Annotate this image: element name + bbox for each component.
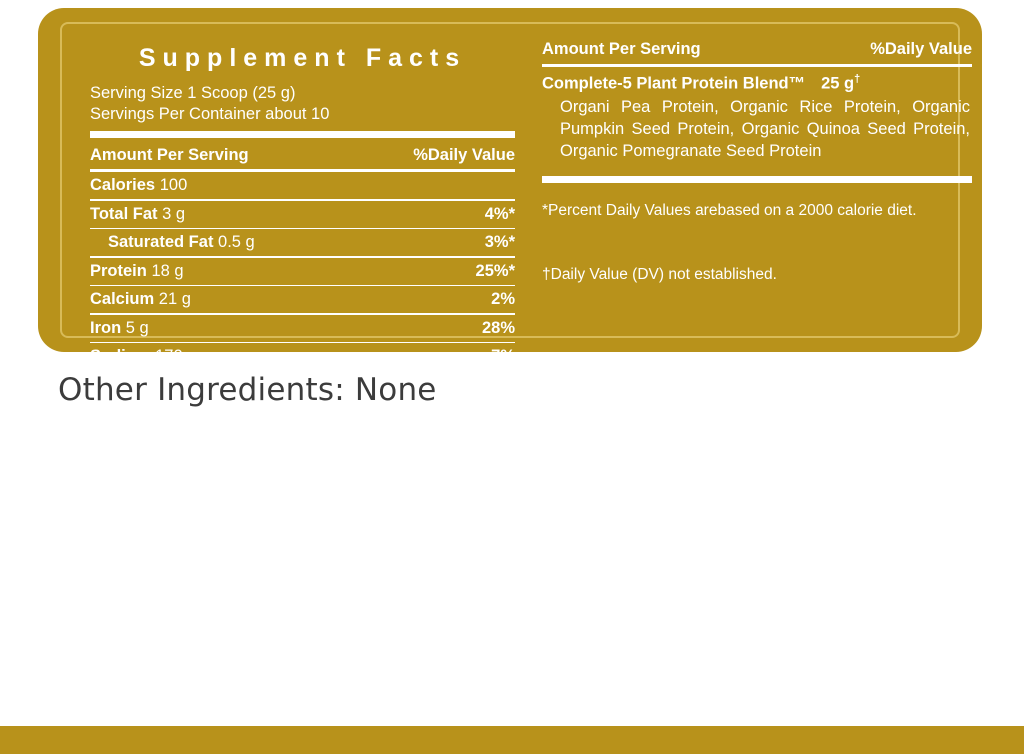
row-label: Sodium <box>90 347 151 365</box>
table-row <box>90 229 515 256</box>
table-row <box>90 343 515 370</box>
right-header-dv: %Daily Value <box>870 40 972 58</box>
row-label: Saturated Fat <box>108 233 214 251</box>
left-table-header <box>90 142 515 169</box>
row-amount: 3 g <box>162 204 186 223</box>
row-amount: 21 g <box>158 290 191 308</box>
row-dv: 25%* <box>475 261 515 280</box>
row-amount: 170 mg <box>155 347 211 365</box>
supplement-facts-right-column <box>542 40 972 285</box>
row-dv: 3%* <box>484 233 515 251</box>
footnote-daily-value-not-established: †Daily Value (DV) not established. <box>542 265 777 283</box>
divider-thick <box>542 176 972 183</box>
divider-thick <box>90 131 515 138</box>
proprietary-blend-title <box>542 67 972 96</box>
table-row <box>90 315 515 342</box>
panel-inner-border <box>60 22 972 365</box>
row-amount: 18 g <box>151 261 184 280</box>
table-row <box>90 286 515 313</box>
other-ingredients-text: Other Ingredients: None <box>58 372 437 408</box>
supplement-facts-title: Supplement Facts <box>138 44 467 72</box>
serving-size: Serving Size 1 Scoop (25 g) <box>90 84 296 102</box>
table-row <box>90 201 515 228</box>
row-label: Calcium <box>90 290 155 308</box>
left-header-dv: %Daily Value <box>413 146 515 164</box>
row-amount: 0.5 g <box>218 233 255 251</box>
row-label: Protein <box>90 261 147 280</box>
table-row <box>90 258 515 285</box>
footnote-percent-daily-value: *Percent Daily Values arebased on a 2000 calorie diet. <box>542 201 917 219</box>
row-dv: 7% <box>491 347 515 365</box>
servings-per-container: Servings Per Container about 10 <box>90 105 330 123</box>
blend-amount: 25 g <box>821 74 855 93</box>
supplement-facts-left-column <box>90 40 515 370</box>
right-table-header <box>542 40 972 64</box>
supplement-facts-panel <box>38 8 982 365</box>
table-row <box>90 172 515 199</box>
left-header-amount: Amount Per Serving <box>90 146 249 164</box>
blend-name: Complete-5 Plant Protein Blend™ <box>542 74 806 93</box>
row-amount: 5 g <box>125 318 149 337</box>
row-dv: 4%* <box>484 204 515 223</box>
row-label: Calories <box>90 176 156 194</box>
blend-dagger: † <box>854 73 861 85</box>
row-label: Iron <box>90 318 122 337</box>
right-header-amount: Amount Per Serving <box>542 40 701 58</box>
blend-ingredient-list: Organi Pea Protein, Organic Rice Protein, Organic Pumpkin Seed Protein, Organic Quinoa Seed Protein, Organic Pomegranate Seed Protein <box>560 97 970 160</box>
row-dv: 28% <box>481 318 515 337</box>
row-dv: 2% <box>491 290 515 308</box>
row-label: Total Fat <box>90 204 158 223</box>
row-amount: 100 <box>159 176 188 194</box>
bottom-accent-bar <box>0 726 1024 754</box>
